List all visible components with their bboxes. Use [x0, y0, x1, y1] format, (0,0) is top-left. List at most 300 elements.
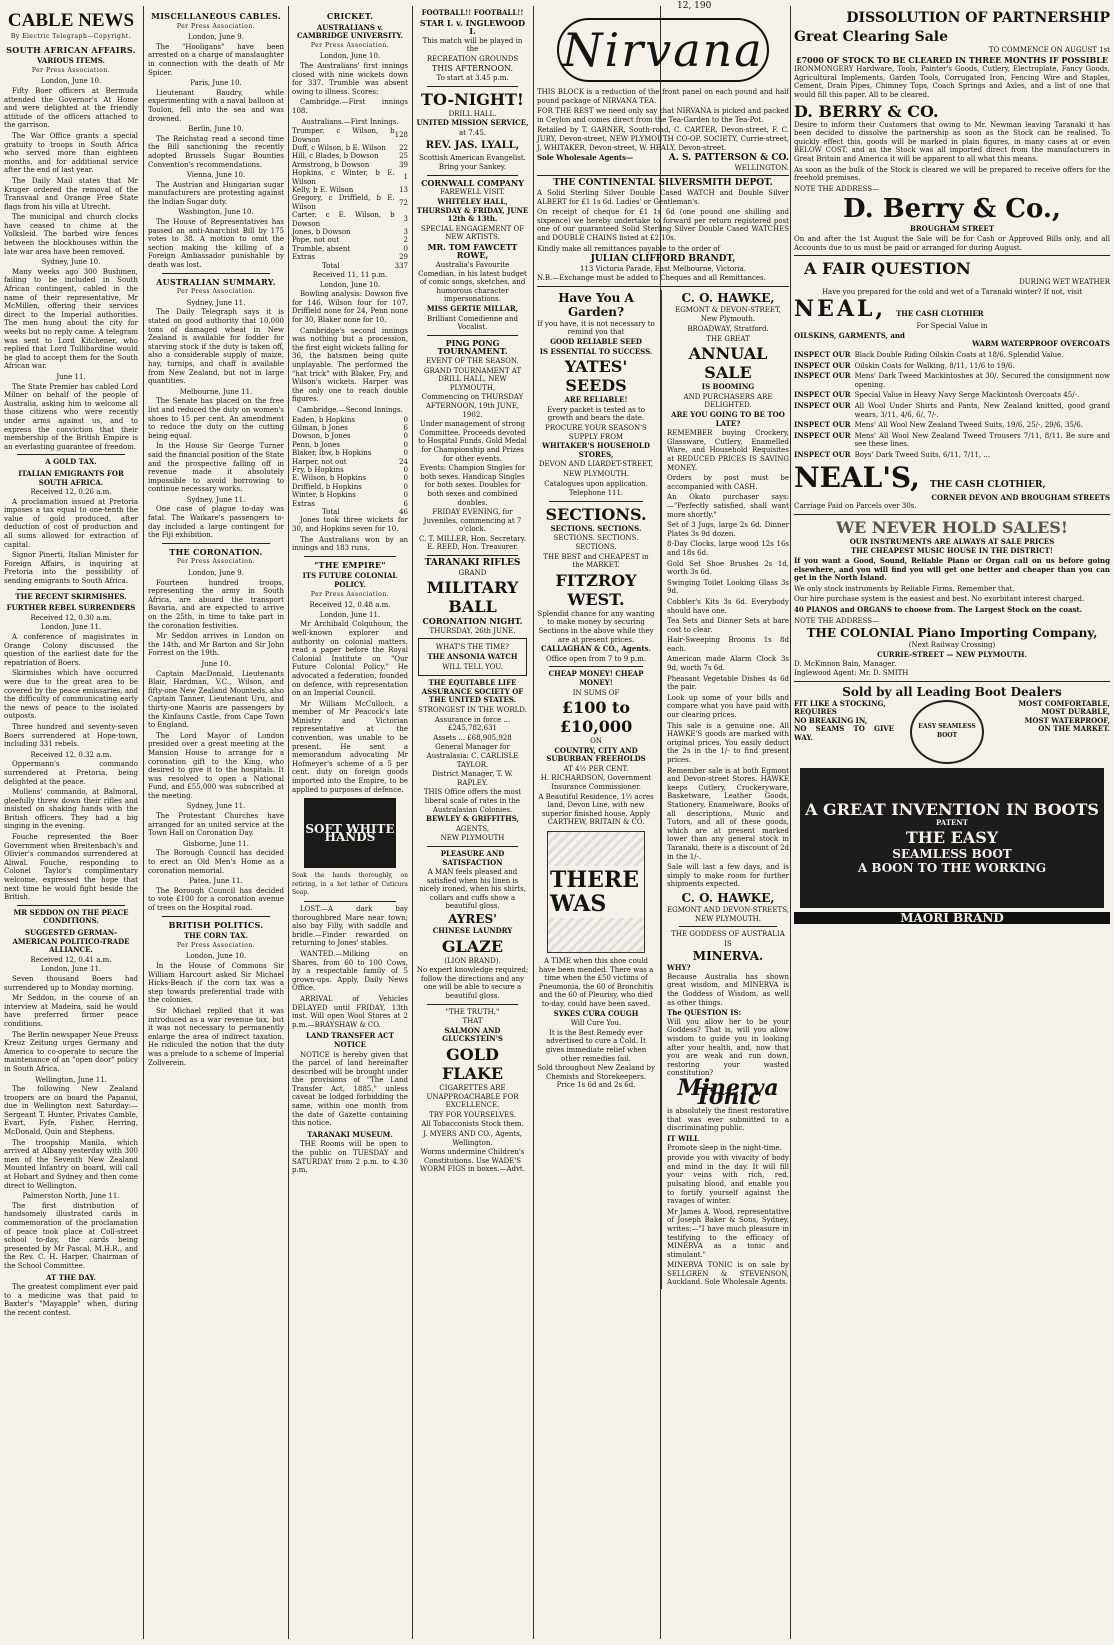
- inspect-text: Boys' Dark Tweed Suits, 6/11, 7/11, ...: [854, 451, 991, 459]
- ad-line: DURING WET WEATHER: [1019, 278, 1110, 287]
- dateline: Washington, June 10.: [178, 208, 254, 217]
- ad-line: DRILL HALL.: [448, 109, 497, 118]
- inspect-text: Oilskin Coats for Walking, 8/11, 11/6 to 19/6.: [854, 361, 1015, 370]
- batsman-name: Hill, c Blades, b Dowson: [292, 152, 379, 161]
- paragraph: The Borough Council has decided to erect an Old Men's Home as a coronation memorial.: [148, 849, 284, 875]
- batsman-runs: 1: [403, 173, 408, 182]
- inspect-label: INSPECT OUR: [794, 420, 851, 430]
- ad-line: Inglewood Agent: Mr. D. SMITH: [794, 668, 909, 677]
- batsman-name: Harper, not out: [292, 457, 347, 466]
- ad-text: THIS BLOCK is a reduction of the front panel on each pound and half pound package of NIRVANA TEA.: [537, 88, 789, 105]
- press-association: Per Press Association.: [176, 288, 256, 296]
- ad-line: OILSKINS, GARMENTS, and: [794, 330, 905, 340]
- paragraph: The first distribution of handsomely illustrated cards in commemoration of the proclamation of peace took place at Coll-street school to-day, the cards being presented by Mr Pascal, M.H.R., and the Rev. C. H. Harper, Chairman of the School Committee.: [4, 1201, 138, 1270]
- column-cricket: [292, 8, 408, 1637]
- dateline: London, June 11.: [319, 610, 381, 619]
- dateline: London, June 10.: [185, 952, 247, 961]
- batsman-runs: 3: [403, 228, 408, 236]
- sale-item: American made Alarm Clock 3s 9d, worth 7s 6d.: [667, 655, 789, 673]
- paragraph: The House of Representatives has passed an anti-Anarchist Bill by 175 votes to 38. A motion to omit the section making the killing of a Foreign Ambassador punishable by death was lost.: [148, 218, 284, 270]
- ad-line: SPECIAL ENGAGEMENT OF NEW ARTISTS.: [420, 224, 525, 242]
- batsman-runs: 0: [403, 474, 408, 483]
- dateline: June 10.: [201, 659, 231, 668]
- ad-line: PROCURE YOUR SEASON'S SUPPLY FROM: [545, 424, 647, 441]
- separator: [427, 86, 517, 87]
- paragraph: The greatest compliment ever paid to a medicine was that paid to Baxter's "Mayapple" when, during the recent contest.: [4, 1283, 138, 1317]
- batsman-runs: 0: [403, 415, 408, 424]
- paragraph: Cambridge's second innings was nothing but a procession, the first eight wickets falling for 36, the batsmen being quite unplayable. The performed the "hat trick" with Blaker, Fry, and Wilson's wickets. Harper was the only one to reach double figures.: [292, 326, 408, 404]
- paragraph: Mr Archibald Colquhoun, the well-known explorer and authority on colonial matters, read a paper before the Royal Colonial Institute on "Our Future Colonial Policy." He advocated a federation, founded on defence, with representation on an Imperial Council.: [292, 620, 408, 698]
- ad-line: SALMON AND GLUCKSTEIN'S: [442, 1025, 503, 1044]
- ad-heading: GOLD FLAKE: [441, 1045, 504, 1083]
- section-heading: AUSTRALIAN SUMMARY.: [156, 276, 276, 287]
- ad-text: Kindly make all remittances payable to the order of: [537, 244, 721, 253]
- ad-line: 113 Victoria Parade, East Melbourne, Victoria.: [579, 264, 747, 273]
- ad-text: Retailed by T. GARNER, South-road, C. CARTER, Devon-street, F. C. JURY, Devon-street, NEW PLYMOUTH CO-OP. SOCIETY, Currie-street, J. WHITAKER, Devon-street, W. HEALY, Devon-street.: [537, 126, 789, 152]
- batsman-runs: 0: [403, 449, 408, 458]
- dateline: Sydney, June 10.: [41, 258, 101, 267]
- batting-row: [292, 500, 408, 508]
- batsman-runs: 29: [399, 253, 408, 262]
- innings-heading: Cambridge.—Second Innings.: [297, 405, 403, 414]
- hands-illustration: SOFT WHITE HANDS: [304, 798, 396, 868]
- ad-line: BEWLEY & GRIFFITHS,: [426, 814, 519, 824]
- ad-line: TRY FOR YOURSELVES.: [429, 1110, 516, 1119]
- ad-text: Sale will last a few days, and is simply to make room for further shipments expected.: [667, 863, 789, 889]
- batsman-runs: 6: [403, 423, 408, 432]
- paragraph: Fouche represented the Boer Government when Breitenbach's and Olivier's commandos surrendered at Aliwal. Fouche, responding to Colonel Taylor's complimentary welcome, expressed the hope that next time he would fight beside the British.: [4, 833, 138, 902]
- batting-row: [292, 236, 408, 244]
- paragraph: Jones took three wickets for 30, and Hopkins seven for 10.: [292, 516, 408, 533]
- dateline: Palmerston North, June 11.: [22, 1192, 120, 1201]
- ad-text: 40 PIANOS and ORGANS to choose from. The Largest Stock on the coast.: [794, 604, 1083, 614]
- ad-line: THE CASH CLOTHIER,: [929, 479, 1046, 490]
- ad-heading: Sold by all Leading Boot Dealers: [842, 684, 1062, 699]
- ad-line: Sold throughout New Zealand by Chemists and Storekeepers. Price 1s 6d and 2s 6d.: [537, 1064, 655, 1090]
- ad-text: We only stock instruments by Reliable Firms. Remember that.: [794, 584, 1015, 593]
- batting-row: [292, 483, 408, 491]
- ad-line: A Beautiful Residence, 1½ acres land, Devon Line, with new superior finished house. Apply CARTHEW, BRITAIN & CO.: [538, 792, 654, 827]
- batting-row: [292, 441, 408, 449]
- paragraph: The following New Zealand troopers are on board the Papanui, due in Wellington next Saturday:—Sergeant T. Hunter, Privates Camble, Evart, Fyfe, Fisher, Herring, McDonald, Quin and Stephens.: [4, 1085, 138, 1137]
- column-berry-neal-ads: [794, 8, 1110, 1637]
- nirvana-logo: Nirvana: [557, 18, 769, 82]
- ads-right: [661, 290, 789, 1289]
- ad-line: CURRIE-STREET — NEW PLYMOUTH.: [877, 649, 1027, 659]
- faded-print: [148, 1477, 284, 1637]
- dateline: Sydney, June 11.: [186, 495, 246, 504]
- boot-features: [794, 700, 1110, 764]
- ad-heading: THE EQUITABLE LIFE ASSURANCE SOCIETY OF THE UNITED STATES.: [421, 678, 524, 705]
- sale-item: Gold Set Shoe Brushes 2s 1d, worth 3s 6d.: [667, 559, 789, 577]
- separator: [549, 501, 643, 502]
- ad-line: THE CHEAPEST MUSIC HOUSE IN THE DISTRICT!: [851, 546, 1053, 556]
- batsman-name: Carter, c E. Wilson, b Dowson: [292, 211, 395, 228]
- ad-text: Desire to inform their Customers that owing to Mr. Newman leaving Taranaki it has been decided to dissolve the partnership as soon as the Stock can be realised. To quickly effect this, goods will be marked in plain figures, in many cases at or even BELOW COST, and as the Stock was all imported direct from the manufacturers in Great Britain and America it will be apparent to all what this means.: [794, 120, 1110, 163]
- press-association: Per Press Association.: [176, 941, 256, 949]
- ad-text: On receipt of cheque for £1 1s 6d (one pound one shilling and sixpence) we hereby undertake to forward per return registered post one of our guaranteed Solid Sterling Silver Double Cased WATCHES and DOUBLE CHAINS listed at £2 10s.: [537, 208, 789, 242]
- subheading: TARANAKI MUSEUM.: [307, 1129, 393, 1139]
- ad-line: Assurance in force ... £245,782,631: [434, 715, 511, 733]
- date-fragment: 12, 190: [677, 1, 712, 11]
- batting-row: [292, 491, 408, 499]
- ad-heading: C. O. HAWKE,: [681, 290, 775, 305]
- ad-line: NOTE THE ADDRESS—: [794, 184, 880, 193]
- inspect-label: INSPECT OUR: [794, 360, 851, 370]
- batting-row: [292, 458, 408, 466]
- ad-line: SEAMLESS BOOT: [892, 846, 1012, 861]
- paragraph: A proclamation issued at Pretoria imposes a tax equal to one-tenth the value of gold produced, after deduction of cost of production and all sums allowed for extraction of capital.: [4, 497, 138, 549]
- ad-heading: D. BERRY & CO.: [794, 101, 939, 121]
- boot-advertisement-illustration: [800, 768, 1104, 908]
- ad-heading: FOOTBALL!! FOOTBALL!!: [421, 8, 524, 17]
- ad-line: ON: [590, 737, 602, 746]
- paragraph: Seven thousand Boers had surrendered up to Monday morning.: [4, 974, 138, 992]
- ad-text: This sale is a genuine one. All HAWKE'S goods are marked with original prices. You easily deduct the 2s in the 1/- to find present prices.: [667, 721, 789, 764]
- paragraph: Oppermann's commando surrendered at Pretoria, being delighted at the peace.: [4, 760, 138, 786]
- ad-line: (LION BRAND).: [444, 956, 501, 965]
- ad-text: FOR THE REST we need only say that NIRVANA is picked and packed in Ceylon and comes direct from the Tea-Garden to the Tea-Pot.: [537, 107, 789, 124]
- dateline: Sydney, June 11.: [186, 298, 246, 307]
- ad-line: WHAT'S THE TIME?: [435, 643, 510, 652]
- inspect-label: INSPECT OUR: [794, 390, 851, 400]
- ads-left: [537, 290, 655, 1289]
- scorecard-table: [292, 416, 408, 508]
- ad-line: THE CASH CLOTHIER: [896, 309, 984, 319]
- paragraph: The troopship Manila, which arrived at Albany yesterday with 300 men of the Seventh New Zealand Mounted Infantry on board, will call at Hobart and Sydney and then come direct to Wellington.: [4, 1138, 138, 1190]
- separator: [162, 543, 271, 544]
- ad-line: Brilliant Comedienne and Vocalist.: [427, 314, 518, 332]
- paragraph: Fourteen hundred troops, representing the army in South Africa, are aboard the transport Bavaria, and are expected to arrive on the 25th, in time to take part in the coronation festivities.: [148, 578, 284, 630]
- ad-line: IS: [724, 939, 732, 948]
- ad-heading: SECTIONS.: [545, 504, 647, 524]
- separator: [304, 901, 397, 902]
- ad-line: JULIAN CLIFFORD BRANDT,: [590, 254, 736, 265]
- paragraph: One case of plague to-day was fatal. The Waikare's passengers to-day included a large contingent for the Fiji exhibition.: [148, 505, 284, 540]
- batsman-name: Eaden, b Hopkins: [292, 415, 355, 424]
- ad-heading: CORNWALL COMPANY: [421, 177, 524, 188]
- batsman-name: Extras: [292, 253, 315, 262]
- ad-heading: THE CONTINENTAL SILVERSMITH DEPOT.: [553, 178, 773, 189]
- sale-item: 8-Day Clocks, large wood 12s 16s and 18s 6d.: [667, 540, 789, 557]
- separator: [427, 555, 517, 556]
- ad-heading: FITZROY WEST.: [555, 570, 637, 609]
- ad-heading: A FAIR QUESTION: [804, 259, 971, 279]
- separator: [794, 681, 1110, 682]
- ad-line: STAR I. v. INGLEWOOD I.: [419, 17, 526, 37]
- ad-line: CORNER DEVON AND BROUGHAM STREETS: [931, 492, 1110, 502]
- batting-row: [292, 424, 408, 432]
- ad-line: Bring your Sankey.: [438, 163, 507, 172]
- ad-line: A TIME when this shoe could have been mended. There was a time when the £50 victims of Pneumonia, the 60 of Bronchitis and the 60 of Pleurisy, who died to-day, could have been saved.: [538, 957, 654, 1008]
- ad-heading: PING PONG TOURNAMENT.: [437, 337, 508, 357]
- ad-line: Worms undermine Children's Constitutions. Use WADE'S WORM FIGS in boxes.—Advt.: [420, 1148, 525, 1174]
- separator: [549, 666, 643, 667]
- batsman-name: Driffield, b Hopkins: [292, 482, 362, 491]
- classified-ad: LOST.—A dark bay thoroughbred Mare near town; also bay Filly, with saddle and bridle.—Finder rewarded on returning to Jones' stables.: [292, 905, 408, 948]
- inspect-label: INSPECT OUR: [794, 430, 851, 440]
- batting-row: [292, 186, 408, 194]
- ad-line: Every packet is tested as to growth and bears the date.: [547, 405, 646, 423]
- column-rule: [288, 6, 289, 1639]
- scorecard-table: [292, 127, 408, 262]
- ad-heading: AYRES': [448, 912, 497, 927]
- ad-text: Will you allow her to be your Goddess? That is, will you allow wisdom to guide you in looking after your health, and, now that you are weak and run down, restoring your wasted constitution?: [667, 1017, 789, 1078]
- classified-ad: WANTED.—Milking on Shares, from 60 to 100 Cows, by a respectable family of 5 grown-ups. Apply, Daily News Office.: [292, 949, 408, 993]
- batting-row: [292, 474, 408, 482]
- batsman-runs: 0: [403, 482, 408, 491]
- ad-line: NOTE THE ADDRESS—: [794, 616, 880, 625]
- separator: [537, 286, 789, 287]
- ad-line: RECREATION GROUNDS: [426, 54, 519, 63]
- separator: [427, 1004, 517, 1005]
- ad-line: Carriage Paid on Parcels over 30s.: [794, 502, 917, 511]
- separator: [794, 255, 1110, 256]
- separator: [162, 916, 271, 917]
- ad-line: £7000 OF STOCK TO BE CLEARED IN THREE MONTHS IF POSSIBLE: [796, 54, 1108, 65]
- batting-row: [292, 169, 408, 186]
- separator: [427, 335, 517, 336]
- batsman-name: Penn, b Jones: [292, 440, 340, 449]
- subheading: SUGGESTED GERMAN-AMERICAN POLITICO-TRADE ALLIANCE.: [12, 928, 130, 955]
- ad-line: IT WILL: [667, 1133, 699, 1143]
- ad-line: BROUGHAM STREET: [909, 224, 995, 234]
- sale-items-list: [667, 521, 789, 692]
- batsman-runs: 0: [403, 491, 408, 500]
- paragraph: The Daily Telegraph says it is stated on good authority that 10,000 tons of damaged wheat in New Zealand is available for fodder for starving stock if the duty is taken off, also a considerable supply of maize, hay, turnips, and chaff is available from New Zealand, but not in large quantities.: [148, 308, 284, 386]
- ad-heading: Have You A Garden?: [558, 290, 634, 319]
- ad-text: IRONMONGERY Hardware, Tools, Painter's Goods, Cutlery, Electroplate, Fancy Goods, Agricultural Implements, Garden Tools, Corrugated Iron, Fencing Wire and Staples, Cement, Drain Pipes, Chimney Tops, Coach Springs and Axles, and a list of one that would fill this paper. All to be cleared.: [794, 65, 1110, 99]
- ad-heading: PLEASURE AND SATISFACTION: [440, 848, 505, 867]
- ad-heading: THE EASY: [905, 827, 999, 847]
- ad-line: GRAND TOURNAMENT AT DRILL HALL, NEW PLYMOUTH,: [423, 366, 522, 392]
- ad-heading: YATES' SEEDS: [564, 357, 628, 396]
- ad-line: OUR INSTRUMENTS ARE ALWAYS AT SALE PRICES: [849, 536, 1055, 546]
- ad-line: ON THE MARKET.: [1038, 724, 1110, 734]
- ad-heading: C. O. HAWKE,: [681, 890, 775, 905]
- maori-brand-banner: MAORI BRAND: [794, 912, 1110, 925]
- boot-features-right: [1000, 700, 1110, 764]
- batsman-name: Armstrong, b Dowson: [292, 160, 370, 169]
- batsman-runs: 3: [403, 215, 408, 224]
- batsman-name: Gilman, b Jones: [292, 423, 348, 432]
- dateline: London, June 11.: [40, 623, 102, 632]
- column-entertainments: [416, 8, 529, 1637]
- dateline: London, June 9.: [188, 569, 244, 578]
- paragraph: Bowling analysis: Dowson five for 146, Wilson four for 107. Driffield none for 24, Penn none for 30, Blaker none for 10.: [292, 290, 408, 324]
- ad-line: SECTIONS. SECTIONS.: [550, 523, 642, 533]
- ad-heading: GLAZE: [441, 936, 504, 956]
- subheading: A GOLD TAX.: [45, 457, 97, 467]
- ad-line: EGMONT AND DEVON-STREETS, NEW PLYMOUTH.: [667, 905, 789, 923]
- ad-line: IN SUMS OF: [572, 688, 620, 697]
- column-rule: [533, 6, 534, 1639]
- ad-line: COUNTRY, CITY AND SUBURBAN FREEHOLDS: [546, 745, 646, 764]
- separator: [17, 905, 124, 906]
- column-rule: [143, 6, 144, 1639]
- ad-line: THAT: [462, 1017, 483, 1026]
- ad-line: GRAND: [458, 568, 487, 577]
- ad-line: WHY?: [667, 963, 691, 973]
- dateline: June 11.: [56, 372, 86, 381]
- ad-text: REMEMBER buying Crockery, Glassware, Cutlery, Enamelled Ware, and Household Requisites at REDUCED PRICES IS SAVING MONEY.: [667, 429, 789, 472]
- ad-text: Remember sale is at both Egmont and Devon-street Stores. HAWKE keeps Cutlery, Crockeryware, Basketware, Leather Goods, Stationery, Enamelware, Books of all descriptions, Music and Tutors, and all of these goods, which are at present marked lower than any general stock in Taranaki, there is a discount of 2d in the 1/-.: [667, 766, 789, 861]
- ad-line: PATENT: [936, 818, 968, 828]
- batsman-name: Winter, b Hopkins: [292, 491, 356, 500]
- sale-item: Hair-Sweeping Brooms 1s 8d each.: [667, 636, 789, 653]
- batting-row: [292, 228, 408, 236]
- ad-line: FRIDAY EVENING, for Juveniles, commencing at 7 o'clock.: [423, 508, 522, 534]
- subheading: AUSTRALIANS v. CAMBRIDGE UNIVERSITY.: [296, 22, 403, 41]
- ad-text: If you want a Good, Sound, Reliable Piano or Organ call on us before going elsewhere, and you will find you will get one better and cheaper than you can get in the North Island.: [794, 555, 1110, 583]
- ad-line: TO COMMENCE ON AUGUST 1st: [988, 46, 1110, 54]
- total-row: [292, 262, 408, 270]
- dateline: London, June 9.: [188, 33, 244, 42]
- ad-text: MINERVA TONIC is on sale by SELLGREN & STEVENSON, Auckland. Sole Wholesale Agents.: [667, 1261, 789, 1287]
- seamless-seal-logo: EASY SEAMLESS BOOT: [910, 700, 984, 764]
- received-line: Received 12, 0.26 a.m.: [30, 488, 112, 497]
- ad-line: REV. JAS. LYALL,: [425, 139, 520, 151]
- received-line: Received 12, 0.30 a.m.: [30, 613, 112, 622]
- separator: [304, 556, 397, 557]
- classified-ad: NOTICE is hereby given that the parcel of land hereinafter described will be brought under the provisions of "The Land Transfer Act, 1885," unless caveat be lodged forbidding the same, within one month from the date of Gazette containing this notice.: [292, 1050, 408, 1128]
- ad-line: at 7.45.: [458, 128, 487, 137]
- paragraph: Many weeks ago 300 Bushmen, failing to be included in South African contingent, cabled in the name of their representative, Mr McMillen, offering their services direct to the Imperial authorities. The men hung about the city for weeks but no reply came. A telegram was sent to Lord Kitchener, who replied that Lord Tullibardine would be glad to accept them for the South African war.: [4, 267, 138, 371]
- paragraph: Cambridge.—First innings 108.: [292, 98, 408, 115]
- ad-line: New Plymouth.: [700, 315, 756, 324]
- ad-line: STRONGEST IN THE WORLD.: [418, 706, 527, 714]
- batsman-name: E. Wilson, b Hopkins: [292, 474, 366, 483]
- paragraph: Signor Pinerti, Italian Minister for Foreign Affairs, is inquiring at Pretoria into the possibility of sending emigrants to South Africa.: [4, 551, 138, 586]
- ad-line: Catalogues upon application.: [544, 479, 648, 488]
- ad-caption: Soak the hands thoroughly, on retiring, in a hot lather of Cuticura Soap.: [292, 872, 408, 897]
- ad-line: EVENT OF THE SEASON.: [426, 357, 519, 365]
- ad-text: On and after the 1st August the Sale will be for Cash or Approved Bills only, and all Accounts due to us must be paid or arranged for during August.: [794, 234, 1110, 252]
- ad-line: Sole Wholesale Agents—: [537, 153, 634, 163]
- separator: [679, 926, 777, 927]
- ad-heading: ANNUAL SALE: [688, 344, 768, 383]
- separator: [17, 454, 124, 455]
- batsman-runs: 72: [399, 198, 408, 207]
- ad-line: NEW PLYMOUTH.: [563, 470, 630, 478]
- batsman-name: Extras: [292, 499, 315, 508]
- ad-heading: TARANAKI RIFLES: [424, 558, 521, 569]
- ad-line: Under management of strong Committee. Proceeds devoted to Hospital Funds. Gold Medal for Championship and Prizes for other events.: [418, 420, 527, 463]
- inspect-label: INSPECT OUR: [794, 401, 851, 411]
- batsman-runs: 6: [403, 499, 408, 508]
- agents-row: [537, 154, 789, 163]
- ad-line: WARM WATERPROOF OVERCOATS: [972, 339, 1110, 349]
- ad-line: C. T. MILLER, Hon. Secretary. E. REED, Hon. Treasurer.: [419, 534, 526, 552]
- sale-item: Set of 3 Jugs, large 2s 6d. Dinner Plates 3s 9d dozen.: [667, 521, 789, 538]
- ad-line: AND PURCHASERS ARE DELIGHTED.: [683, 392, 773, 410]
- dateline: Vienna, June 10.: [186, 171, 246, 180]
- inspect-label: INSPECT OUR: [794, 371, 851, 381]
- ad-line: NO BREAKING IN,: [794, 715, 868, 725]
- ad-line: MOST COMFORTABLE,: [1018, 698, 1110, 708]
- paragraph: The Lord Mayor of London presided over a great meeting at the Mansion House to arrange for a coronation gift to the King, who desired to give it to the hospitals. It was resolved to open a National Fund, and £55,000 was subscribed at the meeting.: [148, 731, 284, 800]
- paragraph: Fifty Boer officers at Bermuda attended the Governor's At Home and were delighted at the friendly attitude of the officers attached to the garrison.: [4, 86, 138, 130]
- batsman-runs: 128: [394, 131, 408, 140]
- separator: [427, 846, 517, 847]
- paragraph: Three hundred and seventy-seven Boers surrendered at Hope-town, including 331 rebels.: [4, 722, 138, 749]
- ad-line: Australia's Favourite Comedian, in his latest budget of comic songs, sketches, and humorous character impersonations.: [418, 261, 527, 304]
- faded-print: [292, 1477, 408, 1637]
- ad-line: IS BOOMING: [701, 382, 755, 392]
- faded-print: [4, 1477, 138, 1637]
- ad-line: H. RICHARDSON, Government Insurance Commissioner.: [540, 774, 652, 792]
- column-rule: [412, 6, 413, 1639]
- ad-text: provide you with vivacity of body and mind in the day. It will fill your veins with rich, red, pulsating blood, and enable you to fortify yourself against the ravages of winter.: [667, 1154, 789, 1206]
- section-heading: SOUTH AFRICAN AFFAIRS.: [6, 44, 136, 55]
- inspect-label: INSPECT OUR: [794, 350, 851, 360]
- paragraph: Captain MacDonald, Lieutenants Blair, Hardman, V.C., Wilson, and fifty-one New Zealand Mounteds, also Captain Tanner, Lieutenant Uru, and thirty-one Maoris are passengers by the Kinfauns Castle, from Cape Town to England.: [148, 669, 284, 730]
- inspect-row: [794, 372, 1110, 389]
- ad-line: Telephone 111.: [568, 489, 624, 498]
- section-heading: MISCELLANEOUS CABLES.: [151, 11, 281, 21]
- ad-line: If you have, it is not necessary to remind you that: [537, 319, 655, 337]
- total-label: Total: [322, 261, 340, 270]
- ad-line: Scottish American Evangelist.: [419, 153, 526, 162]
- ad-line: Have you prepared for the cold and wet of a Taranaki winter? If not, visit: [821, 287, 1083, 296]
- paragraph: The Australians' first innings closed with nine wickets down for 337. Trumble was absent owing to illness. Scores:: [292, 61, 408, 96]
- section-heading: BRITISH POLITICS.: [168, 919, 264, 930]
- batsman-name: Dowson, b Jones: [292, 432, 351, 441]
- shoe-illustration: [547, 831, 645, 953]
- ad-line: Assets ... £68,905,928: [433, 733, 512, 742]
- batsman-name: Trumper, c Wilson, b Dowson: [292, 127, 395, 144]
- boot-features-left: [794, 700, 894, 764]
- paragraph: Mullens' commando, at Balmoral, gleefully threw down their rifles and insisted on shaking hands with the British officers. They had a big singing in the evening.: [4, 788, 138, 831]
- received-line: Received 11, 11 p.m.: [312, 271, 388, 280]
- ad-line: Office open from 7 to 9 p.m.: [546, 654, 647, 663]
- ad-heading: D. Berry & Co.,: [842, 194, 1061, 225]
- batsman-runs: 0: [403, 432, 408, 441]
- press-association: Per Press Association.: [31, 66, 111, 74]
- ad-line: THE BEST and CHEAPEST in the MARKET.: [543, 552, 649, 570]
- ad-text: is absolutely the finest restorative that was ever submitted to a discriminating public.: [667, 1107, 789, 1133]
- dateline: London, June 10.: [319, 52, 381, 61]
- subheading: ITALIAN EMIGRANTS FOR SOUTH AFRICA.: [18, 468, 124, 487]
- ad-line: DEVON AND LIARDET-STREET,: [538, 460, 654, 469]
- ad-line: This match will be played in the: [422, 36, 523, 54]
- ad-text: As soon as the bulk of the Stock is cleared we will be prepared to receive offers for the freehold premises.: [794, 165, 1110, 183]
- paragraph: Sir Michael replied that it was introduced as a war revenue tax, but it was not necessary to permanently enlarge the area of indirect taxation. He ridiculed the notion that the duty was a prelude to a scheme of Imperial Zollverein.: [148, 1006, 284, 1067]
- subheading: ITS FUTURE COLONIAL POLICY.: [302, 571, 398, 589]
- ad-line: MISS GERTIE MILLAR,: [426, 304, 519, 314]
- ad-text: Our hire purchase system is the easiest and best. No exorbitant interest charged.: [794, 595, 1085, 604]
- ad-heading: MILITARY BALL: [426, 578, 519, 617]
- inspect-row: [794, 451, 1110, 460]
- column-nirvana-ads: [537, 1, 789, 1637]
- classified-ad: THE Rooms will be open to the public on TUESDAY and SATURDAY from 2 p.m. to 4.30 p.m.: [292, 1140, 408, 1175]
- paragraph: The Australians won by an innings and 183 runs.: [292, 535, 408, 553]
- inspect-row: [794, 362, 1110, 371]
- batting-row: [292, 416, 408, 424]
- subheading: MR SEDDON ON THE PEACE CONDITIONS.: [13, 907, 129, 926]
- ad-text: An Okato purchaser says:—"Perfectly satisfied, shall want more shortly.": [667, 493, 789, 519]
- ad-line: THURSDAY, 26th JUNE.: [429, 626, 516, 635]
- paragraph: The Reichstag read a second time the Bill sanctioning the recently adopted Brussels Sugar Bounties Convention's recommendations.: [148, 134, 284, 169]
- ad-text: Promote sleep in the night-time.: [667, 1143, 782, 1152]
- ad-line: THE ANSONIA WATCH: [427, 652, 518, 662]
- ad-line: EGMONT & DEVON-STREET,: [675, 305, 781, 314]
- paragraph: The Protestant Churches have arranged for an united service at the Town Hall on Coronation Day.: [148, 812, 284, 838]
- two-column-ads: [537, 290, 789, 1289]
- paragraph: Mr Seddon arrives in London on the 14th, and Mr Barton and Sir John Forrest on the 19th.: [148, 632, 284, 658]
- paragraph: The "Hooligans" have been arrested on a charge of manslaughter in connection with the death of Mr Spicer.: [148, 42, 284, 77]
- ad-line: J. MYERS AND CO., Agents, Wellington.: [422, 1129, 523, 1147]
